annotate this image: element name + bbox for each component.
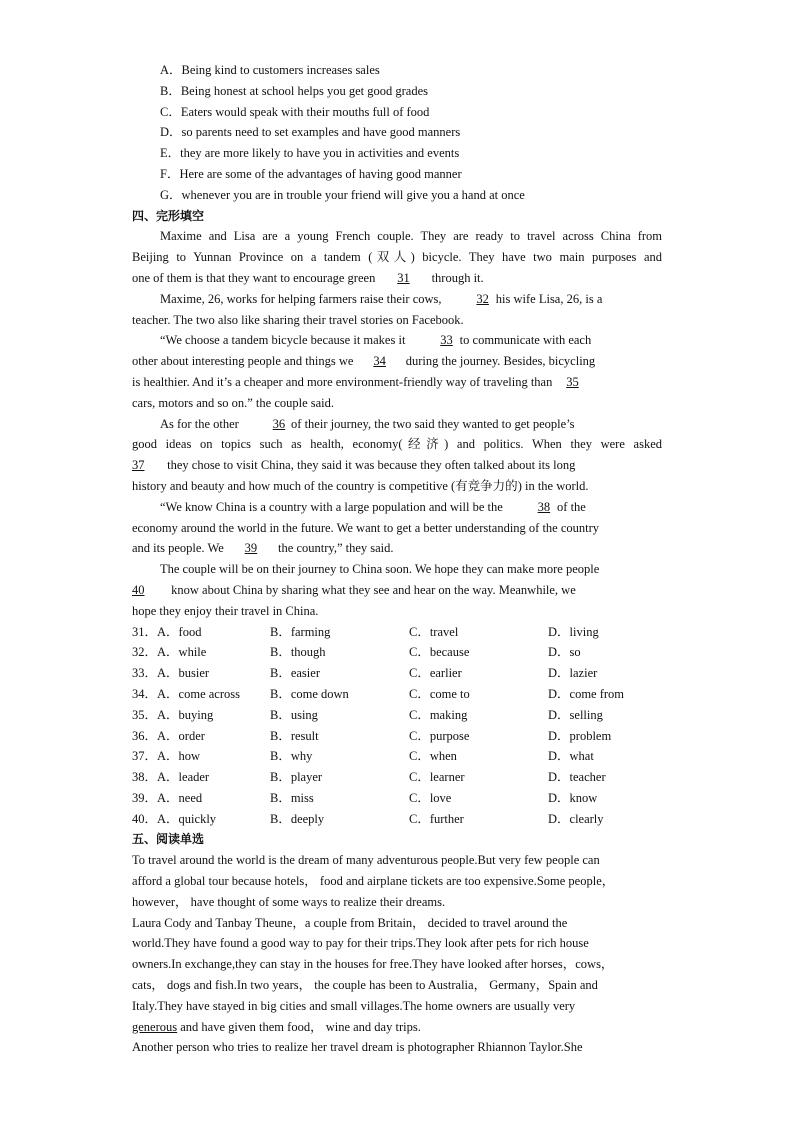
reading-text: and have given them food， wine and day trips. xyxy=(177,1019,421,1034)
passage-text: and its people. We xyxy=(132,541,224,556)
answer-choice-b[interactable]: B．using xyxy=(270,707,318,722)
reading-line: Italy.They have stayed in big cities and small villages.The home owners are usually very xyxy=(132,998,576,1013)
answer-choice-c[interactable]: C．travel xyxy=(409,624,459,639)
option-e: E．they are more likely to have you in activities and events xyxy=(160,146,460,161)
option-c: C．Eaters would speak with their mouths full of food xyxy=(160,104,430,119)
passage-text: of the xyxy=(557,499,586,514)
answer-choice-a[interactable]: A．how xyxy=(157,749,201,764)
question-cell xyxy=(270,788,409,809)
passage-text: during the journey. Besides, bicycling xyxy=(405,354,596,369)
question-cell xyxy=(548,726,662,747)
passage-line xyxy=(132,268,662,289)
question-cell xyxy=(409,746,548,767)
passage-line xyxy=(132,351,662,372)
question-cell xyxy=(548,746,662,767)
answer-choice-d[interactable]: D．problem xyxy=(548,728,612,743)
answer-choice-c[interactable]: C．learner xyxy=(409,770,465,785)
question-cell xyxy=(409,705,548,726)
passage-line: history and beauty and how much of the country is competitive (有竞争力的) in the world. xyxy=(132,478,589,493)
question-cell xyxy=(270,726,409,747)
answer-choice-d[interactable]: D．know xyxy=(548,790,598,805)
answer-choice-a[interactable]: A．buying xyxy=(157,707,214,722)
question-cell xyxy=(409,767,548,788)
passage-line xyxy=(132,414,662,435)
answer-choice-c[interactable]: C．come to xyxy=(409,686,470,701)
underlined-word: generous xyxy=(132,1019,178,1034)
question-cell xyxy=(132,809,270,830)
reading-line: Another person who tries to realize her travel dream is photographer Rhiannon Taylor.She xyxy=(132,1040,583,1055)
passage-line xyxy=(132,372,662,393)
question-cell xyxy=(270,809,409,830)
question-list xyxy=(132,622,662,830)
question-number: 39． xyxy=(132,790,158,805)
passage-line: good ideas on topics such as health, economy(经济) and politics. When they were asked xyxy=(132,437,662,452)
blank-34: 34 xyxy=(373,354,386,369)
question-cell xyxy=(409,788,548,809)
answer-choice-a[interactable]: A．leader xyxy=(157,770,210,785)
section5-heading: 五、阅读单选 xyxy=(132,832,205,847)
section4-heading: 四、完形填空 xyxy=(132,208,205,223)
passage-line: cars, motors and so on.” the couple said. xyxy=(132,395,335,410)
answer-choice-b[interactable]: B．come down xyxy=(270,686,349,701)
passage-text: through it. xyxy=(431,270,484,285)
answer-choice-d[interactable]: D．what xyxy=(548,749,594,764)
passage-text: one of them is that they want to encourage green xyxy=(132,270,376,285)
question-cell xyxy=(132,622,270,643)
option-g: G．whenever you are in trouble your friend will give you a hand at once xyxy=(160,187,525,202)
question-cell xyxy=(270,622,409,643)
question-cell xyxy=(409,726,548,747)
passage-text: “We choose a tandem bicycle because it makes it xyxy=(160,333,406,348)
blank-36: 36 xyxy=(272,416,286,431)
question-number: 35． xyxy=(132,707,158,722)
answer-choice-b[interactable]: B．easier xyxy=(270,666,320,681)
passage-line xyxy=(132,330,662,351)
passage-text: As for the other xyxy=(160,416,239,431)
answer-choice-a[interactable]: A．food xyxy=(157,624,202,639)
section3-options xyxy=(132,60,662,206)
question-row xyxy=(132,746,662,767)
question-cell xyxy=(409,663,548,684)
question-row xyxy=(132,726,662,747)
passage-line: The couple will be on their journey to China soon. We hope they can make more people xyxy=(160,562,600,577)
answer-choice-c[interactable]: C．love xyxy=(409,790,452,805)
answer-choice-a[interactable]: A．need xyxy=(157,790,203,805)
passage-text: Maxime, 26, works for helping farmers raise their cows, xyxy=(160,291,442,306)
question-row xyxy=(132,788,662,809)
passage-text: “We know China is a country with a large population and will be the xyxy=(160,499,503,514)
question-cell xyxy=(548,705,662,726)
reading-line: To travel around the world is the dream of many adventurous people.But very few people can xyxy=(132,853,600,868)
question-row xyxy=(132,663,662,684)
question-cell xyxy=(548,663,662,684)
question-number: 38． xyxy=(132,770,158,785)
question-cell xyxy=(409,622,548,643)
reading-line: world.They have found a good way to pay for their trips.They look after pets for rich house xyxy=(132,936,589,951)
passage-text: they chose to visit China, they said it was because they often talked about its long xyxy=(167,458,576,473)
blank-37: 37 xyxy=(132,458,145,473)
passage-text: other about interesting people and things we xyxy=(132,354,354,369)
option-b: B．Being honest at school helps you get good grades xyxy=(160,83,429,98)
blank-38: 38 xyxy=(537,499,551,514)
question-cell xyxy=(548,642,662,663)
question-cell xyxy=(270,663,409,684)
answer-choice-b[interactable]: B．why xyxy=(270,749,313,764)
reading-line: cats， dogs and fish.In two years， the couple has been to Australia， Germany，Spain and xyxy=(132,978,598,993)
passage-text: the country,” they said. xyxy=(278,541,394,556)
question-cell xyxy=(270,746,409,767)
passage-line xyxy=(132,455,662,476)
answer-choice-a[interactable]: A．busier xyxy=(157,666,210,681)
blank-35: 35 xyxy=(566,374,579,389)
answer-choice-d[interactable]: D．so xyxy=(548,645,581,660)
question-number: 32． xyxy=(132,645,158,660)
answer-choice-c[interactable]: C．further xyxy=(409,811,464,826)
question-cell xyxy=(132,726,270,747)
answer-choice-d[interactable]: D．selling xyxy=(548,707,603,722)
question-cell xyxy=(548,684,662,705)
blank-33: 33 xyxy=(440,333,453,348)
question-cell xyxy=(132,788,270,809)
answer-choice-b[interactable]: B．farming xyxy=(270,624,331,639)
passage-text: is healthier. And it’s a cheaper and more environment-friendly way of traveling than xyxy=(132,374,553,389)
question-cell xyxy=(270,767,409,788)
reading-line: Laura Cody and Tanbay Theune，a couple from Britain， decided to travel around the xyxy=(132,915,568,930)
answer-choice-a[interactable]: A．while xyxy=(157,645,207,660)
question-number: 34． xyxy=(132,686,158,701)
question-cell xyxy=(270,642,409,663)
question-cell xyxy=(548,622,662,643)
question-cell xyxy=(548,809,662,830)
answer-choice-d[interactable]: D．living xyxy=(548,624,599,639)
question-row xyxy=(132,684,662,705)
passage-text: to communicate with each xyxy=(459,333,592,348)
passage-line xyxy=(132,580,662,601)
answer-choice-d[interactable]: D．clearly xyxy=(548,811,604,826)
answer-choice-c[interactable]: C．purpose xyxy=(409,728,470,743)
passage-line: economy around the world in the future. We want to get a better understanding of the country xyxy=(132,520,600,535)
passage-text: know about China by sharing what they see and hear on the way. Meanwhile, we xyxy=(171,582,576,597)
answer-choice-b[interactable]: B．miss xyxy=(270,790,314,805)
question-cell xyxy=(409,642,548,663)
reading-line: owners.In exchange,they can stay in the houses for free.They have looked after horses，cows， xyxy=(132,957,614,972)
page-content xyxy=(132,60,662,1058)
cloze-passage xyxy=(132,226,662,621)
answer-choice-b[interactable]: B．deeply xyxy=(270,811,325,826)
blank-32: 32 xyxy=(476,291,489,306)
reading-line: however， have thought of some ways to realize their dreams. xyxy=(132,894,446,909)
passage-line xyxy=(132,497,662,518)
passage-line: hope they enjoy their travel in China. xyxy=(132,603,319,618)
question-cell xyxy=(548,788,662,809)
question-cell xyxy=(548,767,662,788)
question-number: 33． xyxy=(132,666,158,681)
passage-line: teacher. The two also like sharing their travel stories on Facebook. xyxy=(132,312,464,327)
question-cell xyxy=(132,767,270,788)
blank-31: 31 xyxy=(397,270,410,285)
question-cell xyxy=(270,684,409,705)
question-row xyxy=(132,622,662,643)
question-cell xyxy=(132,705,270,726)
answer-choice-c[interactable]: C．making xyxy=(409,707,468,722)
question-cell xyxy=(132,684,270,705)
answer-choice-b[interactable]: B．result xyxy=(270,728,319,743)
question-cell xyxy=(409,684,548,705)
answer-choice-c[interactable]: C．when xyxy=(409,749,457,764)
answer-choice-c[interactable]: C．because xyxy=(409,645,470,660)
question-row xyxy=(132,767,662,788)
question-row xyxy=(132,705,662,726)
answer-choice-a[interactable]: A．come across xyxy=(157,686,240,701)
question-number: 31． xyxy=(132,624,158,639)
question-cell xyxy=(132,642,270,663)
option-d: D．so parents need to set examples and have good manners xyxy=(160,125,461,140)
question-cell xyxy=(132,746,270,767)
question-row xyxy=(132,642,662,663)
reading-line xyxy=(132,1017,662,1038)
passage-text: his wife Lisa, 26, is a xyxy=(495,291,603,306)
reading-passage xyxy=(132,850,662,1058)
answer-choice-a[interactable]: A．order xyxy=(157,728,205,743)
question-number: 36． xyxy=(132,728,158,743)
passage-line xyxy=(132,289,662,310)
option-a: A．Being kind to customers increases sales xyxy=(160,63,380,77)
question-number: 40． xyxy=(132,811,158,826)
reading-line: afford a global tour because hotels， food and airplane tickets are too expensive.Some people， xyxy=(132,874,615,889)
answer-choice-d[interactable]: D．teacher xyxy=(548,770,606,785)
question-row xyxy=(132,809,662,830)
question-number: 37． xyxy=(132,749,158,764)
passage-line: Maxime and Lisa are a young French couple. They are ready to travel across China from xyxy=(160,229,662,244)
blank-39: 39 xyxy=(244,541,258,556)
answer-choice-c[interactable]: C．earlier xyxy=(409,666,462,681)
option-f: F．Here are some of the advantages of having good manner xyxy=(160,166,462,181)
answer-choice-b[interactable]: B．though xyxy=(270,645,326,660)
question-cell xyxy=(409,809,548,830)
passage-line: Beijing to Yunnan Province on a tandem (双人) bicycle. They have two main purposes and xyxy=(132,250,662,265)
question-cell xyxy=(132,663,270,684)
passage-text: of their journey, the two said they wanted to get people’s xyxy=(291,416,575,431)
blank-40: 40 xyxy=(132,582,145,597)
passage-line xyxy=(132,538,662,559)
answer-choice-d[interactable]: D．lazier xyxy=(548,666,598,681)
answer-choice-d[interactable]: D．come from xyxy=(548,686,625,701)
answer-choice-a[interactable]: A．quickly xyxy=(157,811,217,826)
answer-choice-b[interactable]: B．player xyxy=(270,770,323,785)
question-cell xyxy=(270,705,409,726)
